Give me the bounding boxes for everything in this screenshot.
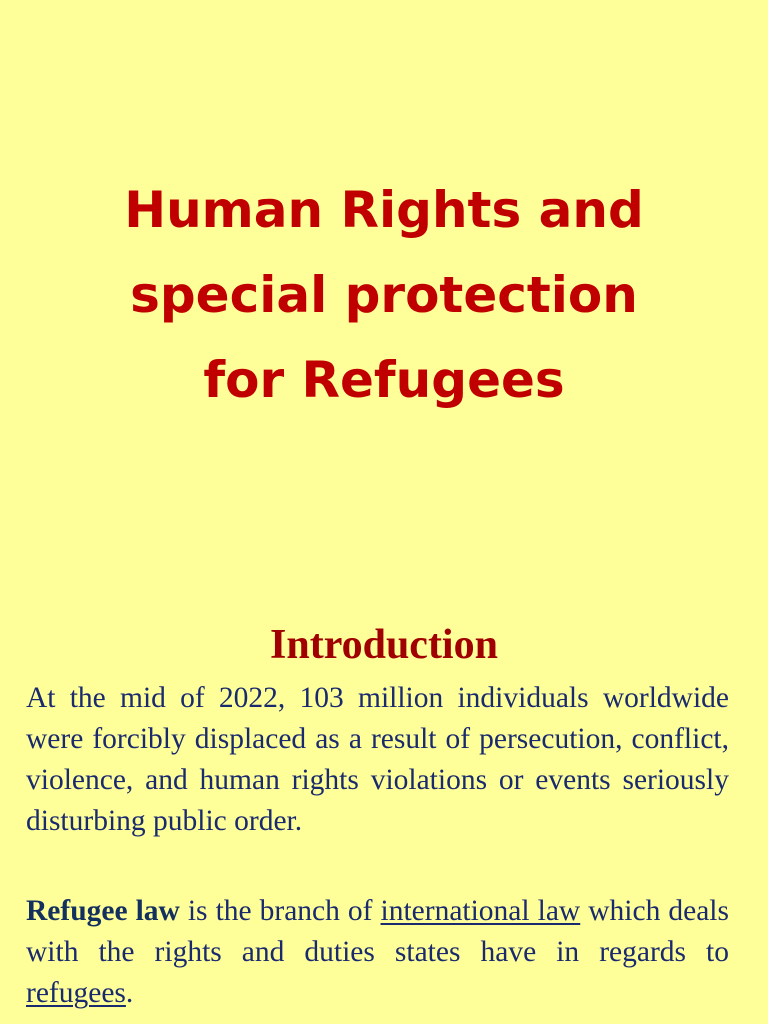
title-line-3: for Refugees <box>203 351 565 409</box>
paragraph-text-3: . <box>125 977 134 1009</box>
refugee-law-paragraph <box>26 891 729 1014</box>
paragraph-text-1: is the branch of <box>179 895 381 927</box>
refugees-link[interactable]: refugees <box>26 977 126 1009</box>
intro-paragraph: At the mid of 2022, 103 million individuals worldwide were forcibly displaced as a result of persecution, conflict, violence, and human rights violations or events seriously disturbing public order. <box>26 682 729 837</box>
slide-title <box>60 168 708 423</box>
international-law-link[interactable]: international law <box>380 895 581 927</box>
title-line-1: Human Rights and <box>124 181 644 239</box>
title-line-2: special protection <box>130 266 638 324</box>
refugee-law-term: Refugee law <box>26 895 180 927</box>
introduction-heading: Introduction <box>270 622 498 668</box>
paragraph-text-2: which deals with the rights and duties states have in regards to <box>26 895 729 968</box>
